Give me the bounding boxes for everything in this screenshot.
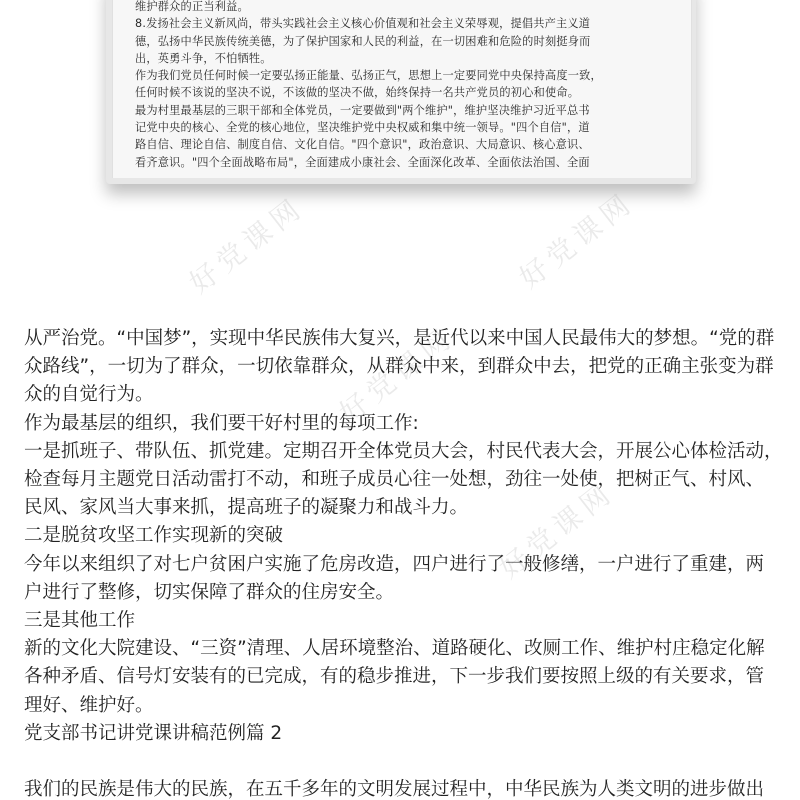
- preview-line: 记党中央的核心、全党的核心地位，坚决维护党中央权威和集中统一领导。"四个自信"，道: [135, 121, 590, 135]
- paragraph-line: 作为最基层的组织，我们要干好村里的每项工作:: [24, 412, 419, 434]
- paragraph-line: 我们的民族是伟大的民族，在五千多年的文明发展过程中，中华民族为人类文明的进步做出: [24, 779, 765, 800]
- article-body: [24, 325, 786, 800]
- paragraph-line: 新的文化大院建设、“三资”清理、人居环境整治、道路硬化、改厕工作、维护村庄稳定化解: [24, 638, 765, 660]
- section-heading: 二是脱贫攻坚工作实现新的突破: [24, 525, 284, 547]
- paragraph-line: 户进行了整修，切实保障了群众的住房安全。: [24, 581, 395, 603]
- paragraph-line: 众的自觉行为。: [24, 384, 154, 406]
- watermark: 好党课网: [513, 185, 641, 295]
- blank-line: [24, 748, 786, 776]
- preview-line: 德，弘扬中华民族传统美德，为了保护国家和人民的利益，在一切困难和危险的时刻挺身而: [135, 34, 591, 48]
- preview-line: 出，英勇斗争，不怕牺牲。: [135, 51, 272, 65]
- paragraph-line: 检查每月主题党日活动雷打不动，和班子成员心往一处想，劲往一处使，把树正气、村风、: [24, 469, 765, 491]
- preview-line: 最为村里最基层的三职干部和全体党员，一定要做到"两个维护"，维护坚决维护习近平总书: [135, 103, 590, 117]
- watermark: 好党课网: [333, 320, 461, 430]
- paragraph-line: 民风、家风当大事来抓，提高班子的凝聚力和战斗力。: [24, 497, 469, 519]
- paragraph-line: 各种矛盾、信号灯安装有的已完成，有的稳步推进，下一步我们要按照上级的有关要求，管: [24, 666, 765, 688]
- preview-line: 8.发扬社会主义新风尚，带头实践社会主义核心价值观和社会主义荣辱观，提倡共产主义道: [135, 17, 591, 31]
- paragraph-line: 一是抓班子、带队伍、抓党建。定期召开全体党员大会，村民代表大会，开展公心体检活动，: [24, 440, 783, 462]
- article-title: 党支部书记讲党课讲稿范例篇 2: [24, 722, 283, 744]
- watermark: 好党课网: [493, 475, 621, 585]
- preview-line: 看齐意识。"四个全面战略布局"，全面建成小康社会、全面深化改革、全面依法治国、全面: [135, 155, 590, 169]
- paragraph-line: 从严治党。“中国梦”，实现中华民族伟大复兴，是近代以来中国人民最伟大的梦想。“党的群: [24, 328, 775, 349]
- paragraph-line: 理好、维护好。: [24, 694, 154, 716]
- section-heading: 三是其他工作: [24, 610, 136, 632]
- preview-line: 路自信、理论自信、制度自信、文化自信。"四个意识"，政治意识、大局意识、核心意识、: [135, 138, 590, 152]
- preview-line: 任何时候不该说的坚决不说，不该做的坚决不做，始终保持一名共产党员的初心和使命。: [135, 86, 580, 100]
- paragraph-line: 今年以来组织了对七户贫困户实施了危房改造，四户进行了一般修缮，一户进行了重建，两: [24, 553, 765, 575]
- paragraph-line: 众路线”，一切为了群众，一切依靠群众，从群众中来，到群众中去，把党的正确主张变为群: [24, 356, 774, 378]
- preview-card: [112, 0, 692, 178]
- watermark: 好党课网: [183, 190, 311, 300]
- preview-card-text: [135, 0, 673, 171]
- preview-line: 作为我们党员任何时候一定要弘扬正能量、弘扬正气，思想上一定要同党中央保持高度一致，: [135, 69, 602, 83]
- preview-line: 维护群众的正当利益。: [135, 0, 249, 13]
